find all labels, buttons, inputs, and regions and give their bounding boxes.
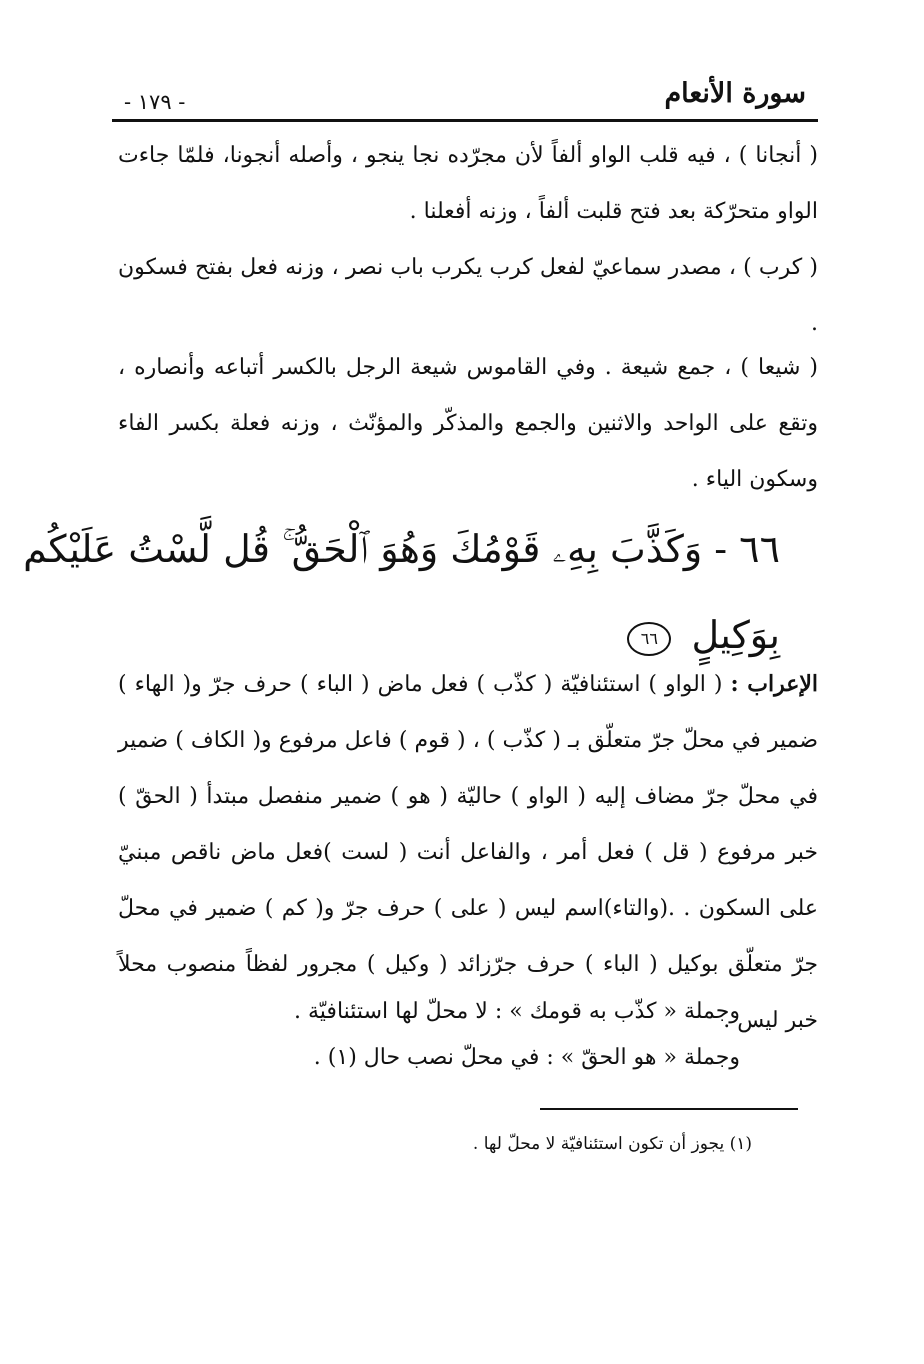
page-number: - ١٧٩ - — [124, 90, 186, 114]
paragraph-shiya — [118, 340, 854, 508]
surah-title: سورة الأنعام — [664, 78, 806, 109]
quran-verse — [23, 506, 780, 678]
paragraph-text: ( أنجانا ) ، فيه قلب الواو ألفاً لأن مجرّده نجا ينجو ، وأصله أنجونا، فلمّا جاءت الواو متحرّكة بعد فتح قلبت ألفاً ، وزنه أفعلنا . — [118, 143, 818, 224]
verse-end-marker: ٦٦ — [627, 622, 671, 656]
irab-text: ( الواو ) استئنافيّة ( كذّب ) فعل ماض ( الباء ) حرف جرّ و( الهاء ) ضمير في محلّ جرّ متعلّق بـ ( كذّب ) ، ( قوم ) فاعل مرفوع و( الكاف ) ضمير في محلّ جرّ مضاف إليه ( الواو ) حاليّة ( هو ) ضمير منفصل مبتدأ ( الحقّ ) خبر مرفوع ( قل ) فعل أمر ، والفاعل أنت ( لست )فعل ماض ناقص مبنيّ على السكون . .(والتاء)اسم ليس ( على ) حرف جرّ و( كم ) ضمير في محلّ جرّ متعلّق بوكيل ( الباء ) حرف جرّزائد ( وكيل ) مجرور لفظاً منصوب محلاً خبر ليس . — [118, 672, 818, 1033]
page-header — [112, 70, 818, 122]
paragraph-karb — [118, 240, 854, 352]
irab-label: الإعراب : — [730, 671, 819, 697]
verse-line-2-text: بِوَكِيلٍ — [691, 613, 780, 657]
footnote-rule — [540, 1108, 798, 1110]
header-rule — [112, 119, 818, 122]
sentence-2: وجملة « هو الحقّ » : في محلّ نصب حال (١) . — [313, 1045, 740, 1070]
paragraph-text: ( شيعا ) ، جمع شيعة . وفي القاموس شيعة الرجل بالكسر أتباعه وأنصاره ، وتقع على الواحد والاثنين والجمع والمذكّر والمؤنّث ، وزنه فعلة بكسر الفاء وسكون الياء . — [118, 355, 818, 492]
paragraph-anjana — [118, 128, 854, 240]
sentence-1: وجملة « كذّب به قومك » : لا محلّ لها استئنافيّة . — [294, 999, 740, 1024]
verse-line-1: ٦٦ - وَكَذَّبَ بِهِۦ قَوْمُكَ وَهُوَ ٱلْحَقُّ ۚ قُل لَّسْتُ عَلَيْكُم — [23, 527, 780, 571]
paragraph-text: ( كرب ) ، مصدر سماعيّ لفعل كرب يكرب باب نصر ، وزنه فعل بفتح فسكون . — [118, 255, 818, 336]
footnote: (١) يجوز أن تكون استئنافيّة لا محلّ لها . — [472, 1134, 752, 1154]
